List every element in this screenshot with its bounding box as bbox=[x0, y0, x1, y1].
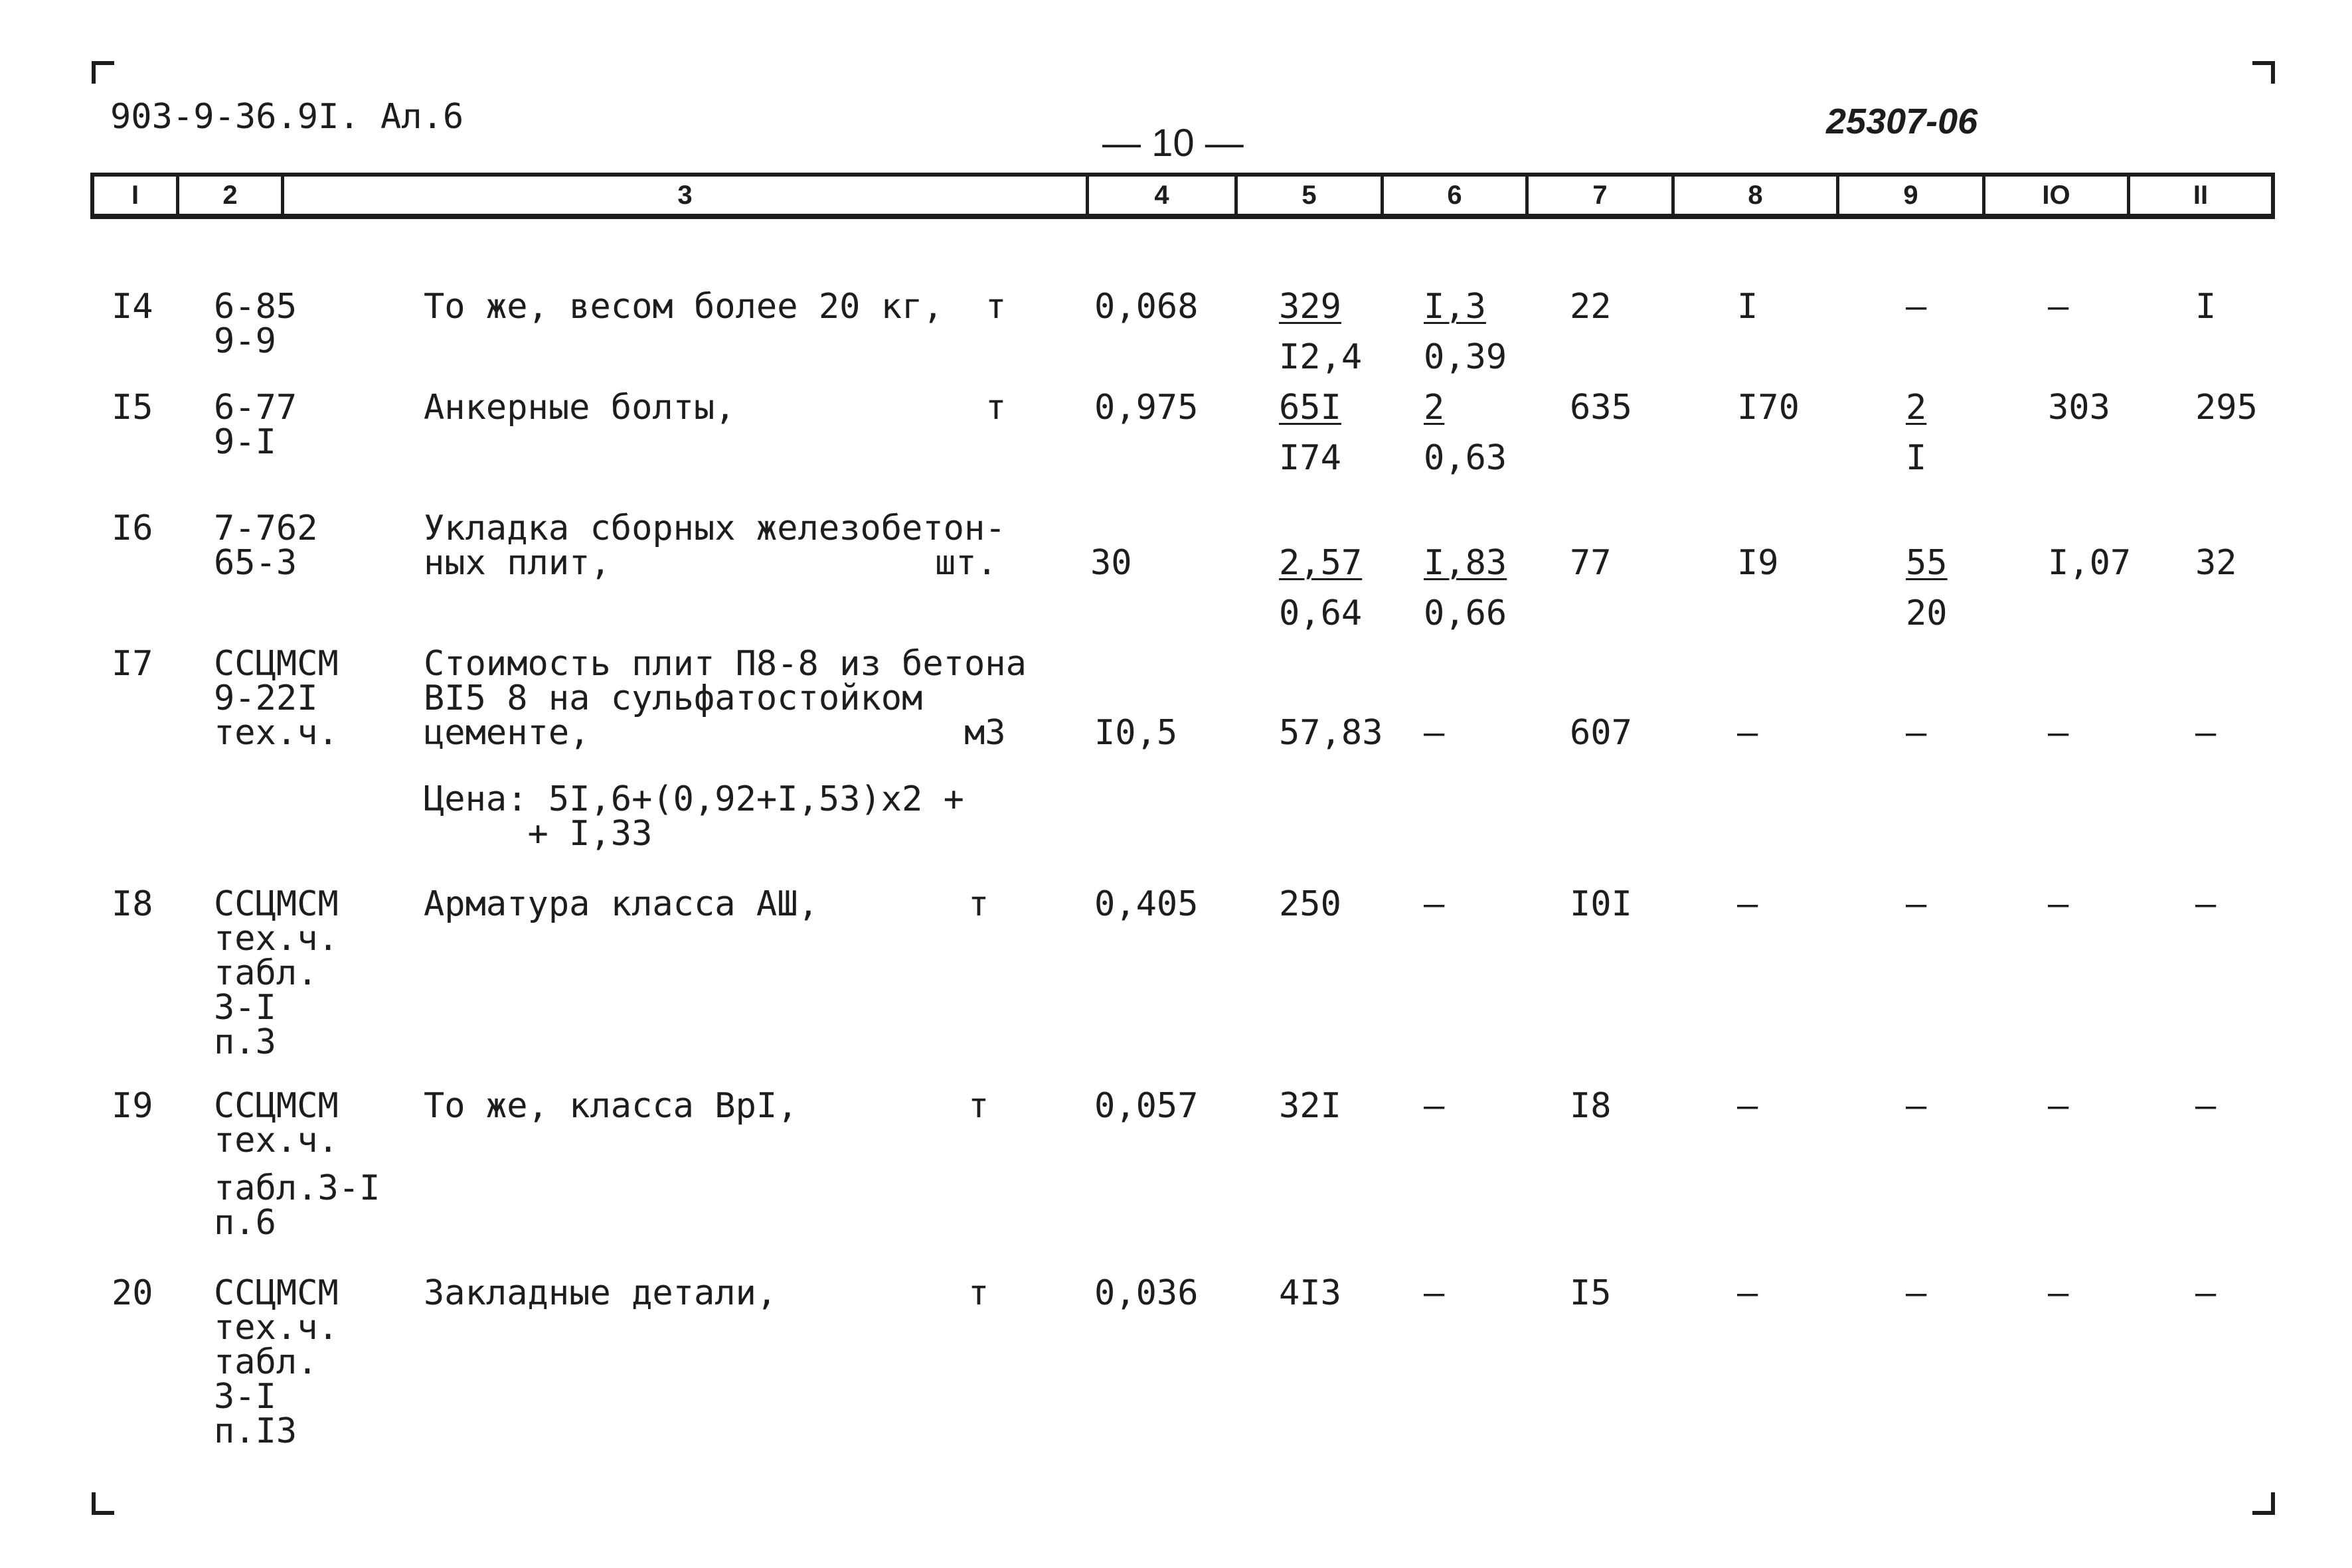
column-header-bar bbox=[90, 173, 2275, 219]
row-col5-top: 329 bbox=[1279, 287, 1341, 327]
row-code-line: ССЦМСМ bbox=[214, 644, 339, 684]
row-col5-top: 250 bbox=[1279, 884, 1341, 924]
row-number: 20 bbox=[112, 1273, 153, 1313]
row-code-line: п.I3 bbox=[214, 1411, 297, 1451]
row-number: I4 bbox=[112, 287, 153, 327]
row-col5-top: 32I bbox=[1279, 1086, 1341, 1126]
row-code-line: 9-9 bbox=[214, 321, 276, 361]
row-col5-top: 65I bbox=[1279, 388, 1341, 428]
row-col11: 32 bbox=[2195, 543, 2237, 583]
row-description-line: То же, класса ВрI, bbox=[424, 1086, 798, 1126]
row-col4: 0,975 bbox=[1094, 388, 1199, 428]
row-col7: I0I bbox=[1570, 884, 1632, 924]
row-col5-top: 4I3 bbox=[1279, 1273, 1341, 1313]
row-col11: – bbox=[2195, 1086, 2217, 1126]
row-col7: 22 bbox=[1570, 287, 1612, 327]
corner-mark-bottom-right bbox=[2252, 1492, 2275, 1515]
row-col6-top: I,83 bbox=[1424, 543, 1507, 583]
row-col9-top: 55 bbox=[1906, 543, 1948, 583]
row-description-line: Закладные детали, bbox=[424, 1273, 778, 1313]
row-code-line: 6-77 bbox=[214, 388, 297, 428]
row-code-line: тех.ч. bbox=[214, 919, 339, 959]
row-col6-top: I,3 bbox=[1424, 287, 1486, 327]
row-col6-bottom: 0,39 bbox=[1424, 337, 1507, 377]
row-col11: – bbox=[2195, 1273, 2217, 1313]
row-col4: 0,405 bbox=[1094, 884, 1199, 924]
row-code-line: п.6 bbox=[214, 1203, 276, 1243]
row-col8: – bbox=[1737, 713, 1758, 753]
row-col9-top: – bbox=[1906, 1086, 1927, 1126]
row-code-line: 3-I bbox=[214, 988, 276, 1028]
row-col7: I5 bbox=[1570, 1273, 1612, 1313]
row-col4: 0,036 bbox=[1094, 1273, 1199, 1313]
row-col11: I bbox=[2195, 287, 2217, 327]
row-col7: 607 bbox=[1570, 713, 1632, 753]
row-col6-top: – bbox=[1424, 1273, 1445, 1313]
row-code-line: тех.ч. bbox=[214, 1121, 339, 1160]
stamp-number: 25307-06 bbox=[1826, 102, 1978, 141]
row-col6-top: – bbox=[1424, 1086, 1445, 1126]
row-description-line: цементе, bbox=[424, 713, 590, 753]
row-code-line: 9-22I bbox=[214, 678, 318, 718]
row-col4: I0,5 bbox=[1094, 713, 1178, 753]
corner-mark-top-right bbox=[2252, 61, 2275, 84]
corner-mark-bottom-left bbox=[92, 1492, 114, 1515]
row-unit: т bbox=[968, 1086, 989, 1126]
row-col9-top: – bbox=[1906, 1273, 1927, 1313]
column-header-3: 3 bbox=[284, 177, 1089, 214]
row-description-line: Укладка сборных железобетон- bbox=[424, 509, 1006, 548]
row-col9-bottom: I bbox=[1906, 438, 1927, 478]
row-number: I9 bbox=[112, 1086, 153, 1126]
row-col10: – bbox=[2048, 1086, 2069, 1126]
row-number: I5 bbox=[112, 388, 153, 428]
column-header-5: 5 bbox=[1238, 177, 1384, 214]
row-code-line: ССЦМСМ bbox=[214, 1086, 339, 1126]
row-code-line: ССЦМСМ bbox=[214, 1273, 339, 1313]
row-col9-bottom: 20 bbox=[1906, 593, 1948, 633]
row-col10: – bbox=[2048, 1273, 2069, 1313]
column-header-9: 9 bbox=[1839, 177, 1985, 214]
row-col9-top: – bbox=[1906, 713, 1927, 753]
row-col8: – bbox=[1737, 1273, 1758, 1313]
row-price-formula: Цена: 5I,6+(0,92+I,53)x2 + bbox=[424, 779, 964, 819]
row-code-line: 3-I bbox=[214, 1377, 276, 1417]
row-code-line: п.3 bbox=[214, 1022, 276, 1062]
corner-mark-top-left bbox=[92, 61, 114, 84]
column-header-1: I bbox=[94, 177, 179, 214]
row-col10: – bbox=[2048, 287, 2069, 327]
row-col8: I9 bbox=[1737, 543, 1779, 583]
column-header-10: IO bbox=[1985, 177, 2130, 214]
row-description-line: То же, весом более 20 кг, bbox=[424, 287, 944, 327]
row-price-formula: + I,33 bbox=[424, 814, 653, 854]
row-code-line: 65-3 bbox=[214, 543, 297, 583]
row-col5-bottom: 0,64 bbox=[1279, 593, 1363, 633]
row-col8: I70 bbox=[1737, 388, 1800, 428]
row-col5-bottom: I74 bbox=[1279, 438, 1341, 478]
column-header-2: 2 bbox=[179, 177, 284, 214]
row-col7: 635 bbox=[1570, 388, 1632, 428]
row-code-line: тех.ч. bbox=[214, 713, 339, 753]
row-unit: т bbox=[968, 884, 989, 924]
row-code-line: 6-85 bbox=[214, 287, 297, 327]
row-col11: – bbox=[2195, 713, 2217, 753]
row-col4: 0,068 bbox=[1094, 287, 1199, 327]
row-col9-top: 2 bbox=[1906, 388, 1927, 428]
row-code-line: ССЦМСМ bbox=[214, 884, 339, 924]
column-header-7: 7 bbox=[1529, 177, 1675, 214]
row-col6-top: – bbox=[1424, 884, 1445, 924]
row-description-line: Арматура класса АШ, bbox=[424, 884, 819, 924]
row-col8: – bbox=[1737, 1086, 1758, 1126]
row-number: I8 bbox=[112, 884, 153, 924]
row-unit: т bbox=[985, 388, 1007, 428]
row-unit: т bbox=[968, 1273, 989, 1313]
row-number: I7 bbox=[112, 644, 153, 684]
column-header-4: 4 bbox=[1089, 177, 1238, 214]
row-col5-bottom: I2,4 bbox=[1279, 337, 1363, 377]
row-col6-bottom: 0,63 bbox=[1424, 438, 1507, 478]
row-code-line: тех.ч. bbox=[214, 1308, 339, 1348]
row-col5-top: 2,57 bbox=[1279, 543, 1363, 583]
row-col10: 303 bbox=[2048, 388, 2110, 428]
row-col8: I bbox=[1737, 287, 1758, 327]
row-unit: м3 bbox=[964, 713, 1006, 753]
row-col11: – bbox=[2195, 884, 2217, 924]
row-code-line: 9-I bbox=[214, 422, 276, 462]
row-description-line: BI5 8 на сульфатостойком bbox=[424, 678, 923, 718]
row-col9-top: – bbox=[1906, 287, 1927, 327]
row-code-line: 7-762 bbox=[214, 509, 318, 548]
row-col7: I8 bbox=[1570, 1086, 1612, 1126]
row-number: I6 bbox=[112, 509, 153, 548]
row-col9-top: – bbox=[1906, 884, 1927, 924]
row-col7: 77 bbox=[1570, 543, 1612, 583]
row-col10: – bbox=[2048, 884, 2069, 924]
row-col10: – bbox=[2048, 713, 2069, 753]
row-col8: – bbox=[1737, 884, 1758, 924]
column-header-6: 6 bbox=[1384, 177, 1529, 214]
row-col10: I,07 bbox=[2048, 543, 2132, 583]
row-description-line: Анкерные болты, bbox=[424, 388, 736, 428]
row-code-line: табл. bbox=[214, 1342, 318, 1382]
row-col5-top: 57,83 bbox=[1279, 713, 1383, 753]
row-description-line: ных плит, bbox=[424, 543, 611, 583]
row-col6-bottom: 0,66 bbox=[1424, 593, 1507, 633]
page-number: — 10 — bbox=[1102, 121, 1244, 165]
column-header-8: 8 bbox=[1675, 177, 1839, 214]
row-unit: шт. bbox=[935, 543, 997, 583]
row-col11: 295 bbox=[2195, 388, 2258, 428]
column-header-11: II bbox=[2193, 180, 2209, 210]
row-col4: 0,057 bbox=[1094, 1086, 1199, 1126]
row-code-line: табл.3-I bbox=[214, 1168, 380, 1208]
document-code: 903-9-36.9I. Ал.6 bbox=[110, 97, 464, 137]
row-col6-top: – bbox=[1424, 713, 1445, 753]
row-unit: т bbox=[985, 287, 1007, 327]
row-col4: 30 bbox=[1090, 543, 1132, 583]
row-col6-top: 2 bbox=[1424, 388, 1445, 428]
row-code-line: табл. bbox=[214, 953, 318, 993]
row-description-line: Стоимость плит П8-8 из бетона bbox=[424, 644, 1027, 684]
